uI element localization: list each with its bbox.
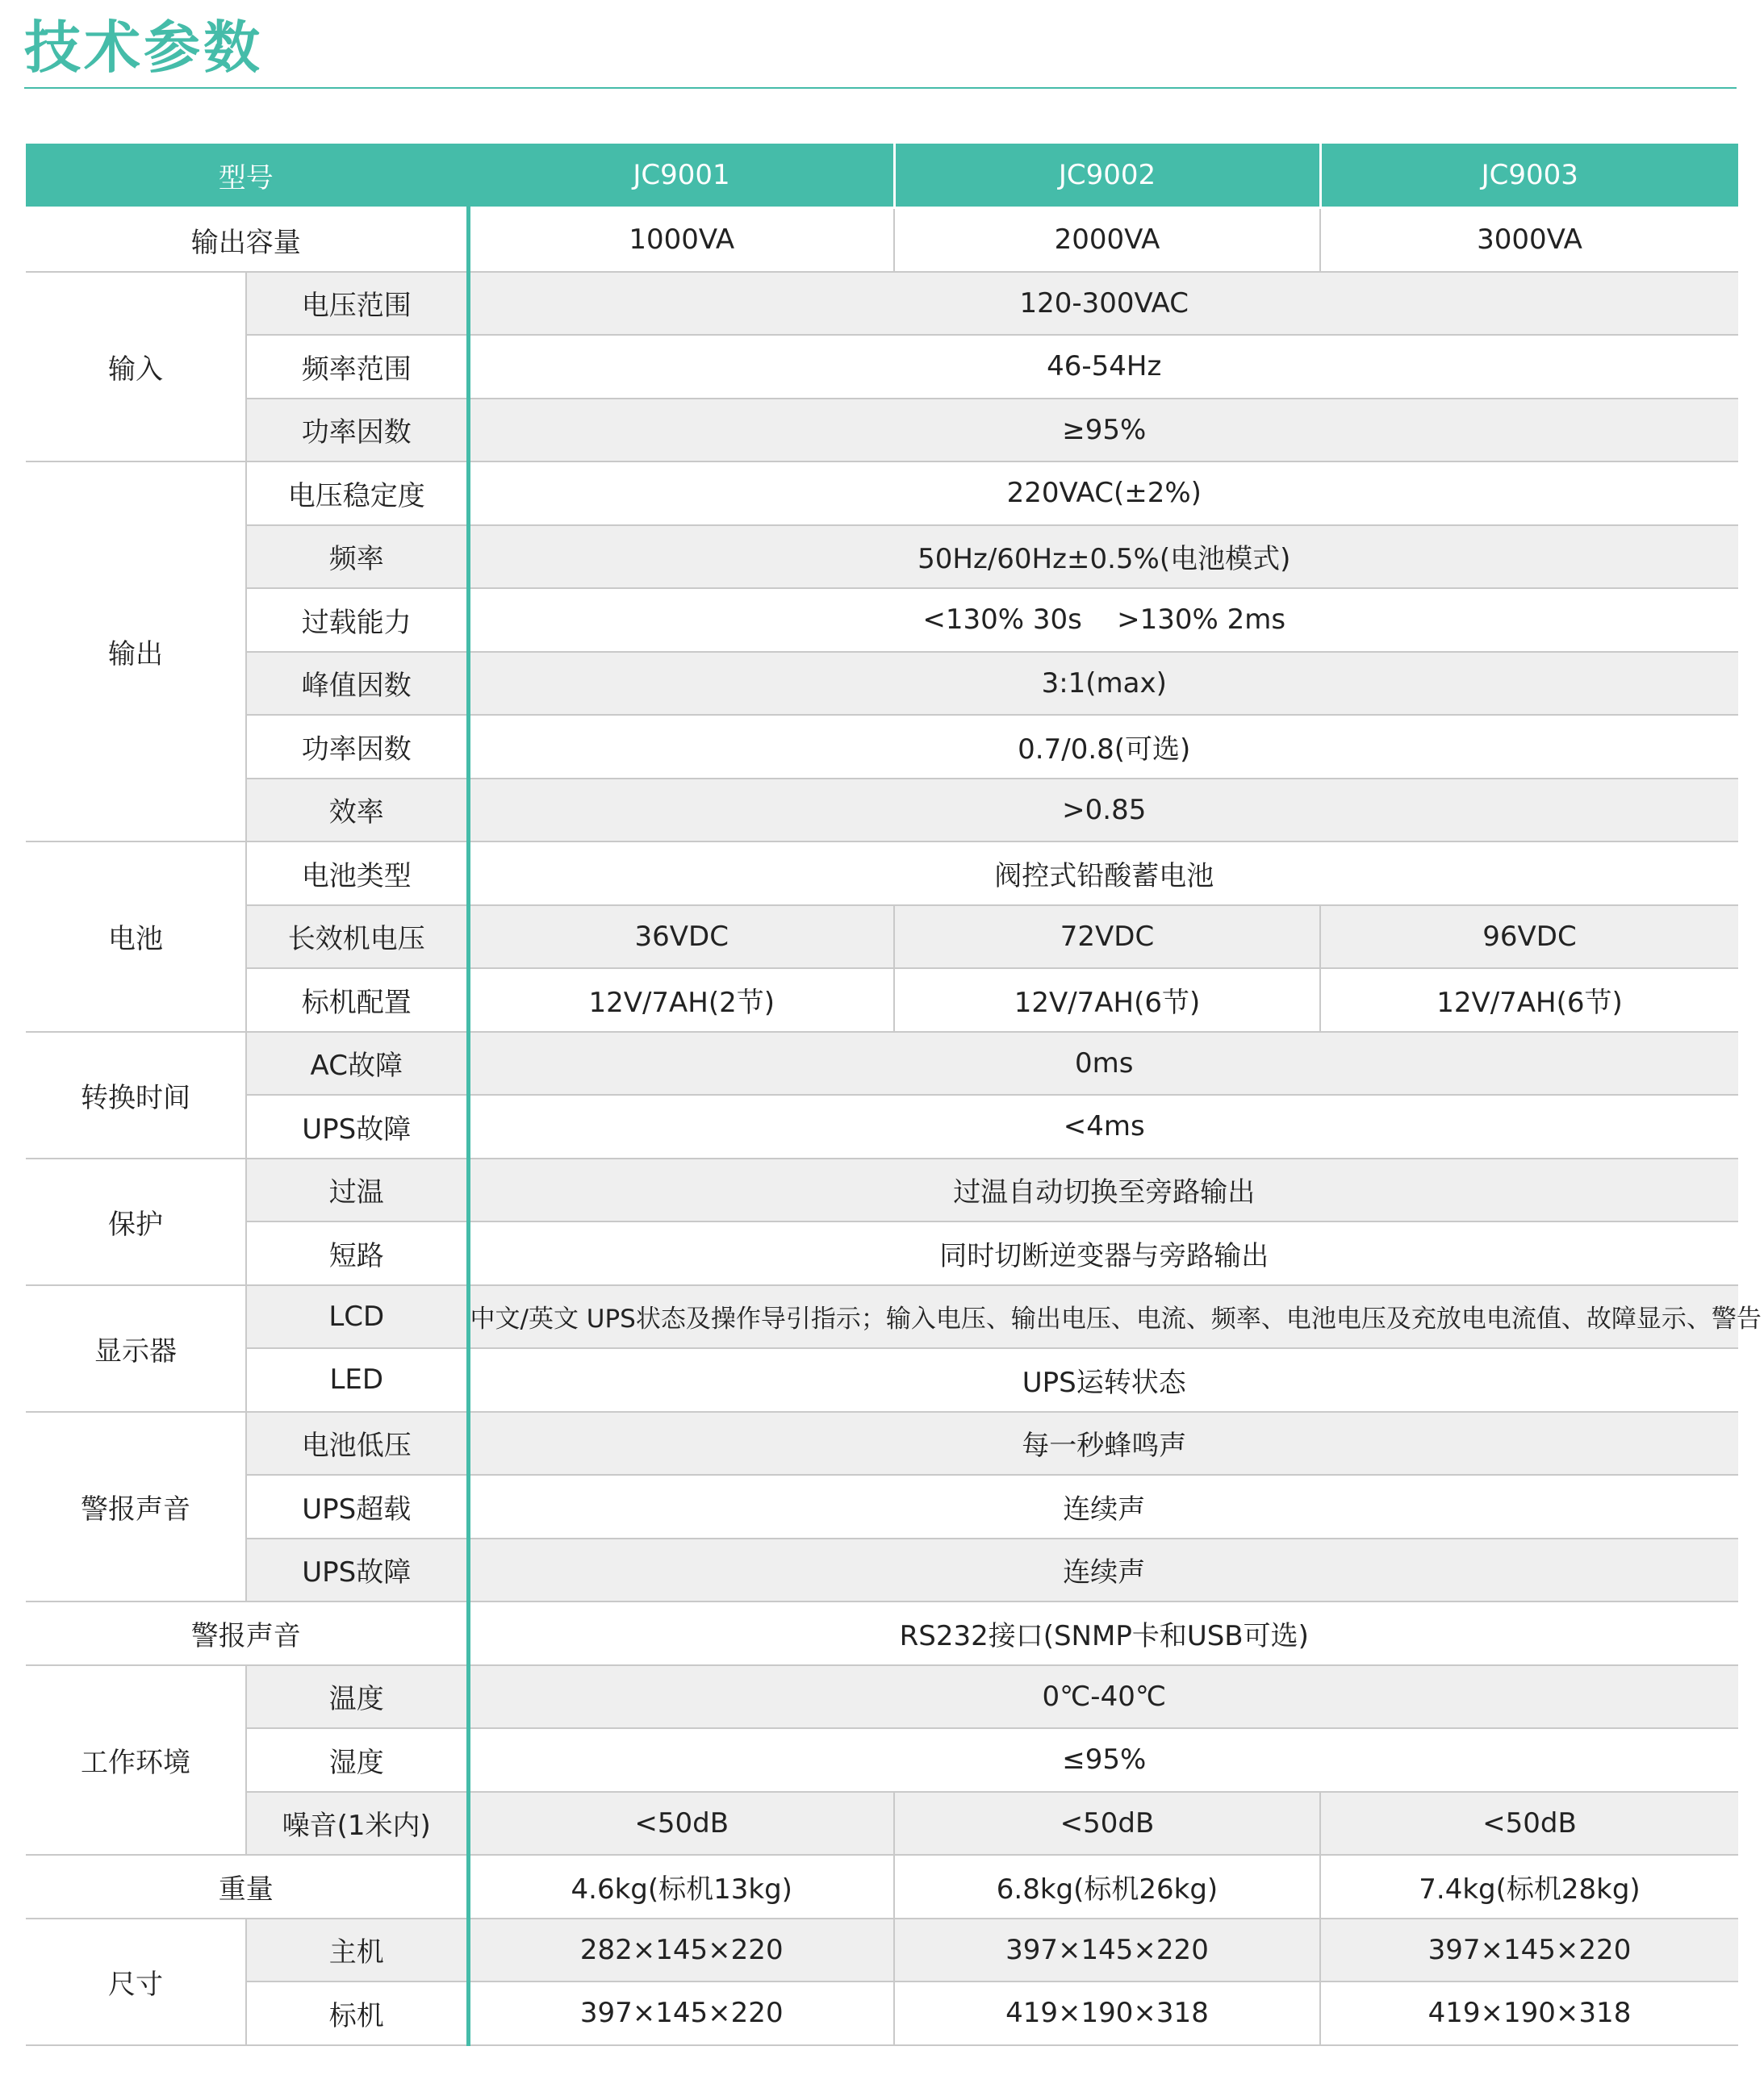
table-row — [26, 905, 1738, 969]
cell-value: 7.4kg(标机28kg) — [1320, 1855, 1738, 1919]
cell-value: 0ms — [468, 1032, 1738, 1096]
group-label: 转换时间 — [26, 1032, 246, 1159]
cell-value: 中文/英文 UPS状态及操作导引指示；输入电压、输出电压、电流、频率、电池电压及充放电电流值、故障显示、警告 — [468, 1285, 1738, 1349]
cell-value: <50dB — [468, 1792, 894, 1856]
header-model-label: 型号 — [26, 144, 468, 208]
table-row — [26, 208, 1738, 272]
table-row — [26, 1982, 1738, 2045]
table-row — [26, 1919, 1738, 1982]
header-model: JC9003 — [1320, 144, 1738, 208]
header-model: JC9001 — [468, 144, 894, 208]
cell-value: >0.85 — [468, 779, 1738, 842]
cell-value: 120-300VAC — [468, 272, 1738, 336]
cell-value: ≥95% — [468, 399, 1738, 462]
group-label: 显示器 — [26, 1285, 246, 1412]
table-row — [26, 1728, 1738, 1792]
table-row — [26, 1601, 1738, 1665]
cell-value: 46-54Hz — [468, 335, 1738, 399]
cell-value: <50dB — [1320, 1792, 1738, 1856]
table-row — [26, 461, 1738, 525]
row-label: 电压范围 — [246, 272, 468, 336]
table-row — [26, 715, 1738, 779]
cell-value: 12V/7AH(2节) — [468, 968, 894, 1032]
row-label: 重量 — [26, 1855, 468, 1919]
cell-value: 3000VA — [1320, 208, 1738, 272]
table-row — [26, 272, 1738, 336]
cell-value: 12V/7AH(6节) — [1320, 968, 1738, 1032]
cell-value: 96VDC — [1320, 905, 1738, 969]
cell-value: <130% 30s >130% 2ms — [468, 588, 1738, 652]
table-row — [26, 399, 1738, 462]
cell-value: 阀控式铅酸蓄电池 — [468, 841, 1738, 905]
page-title: 技术参数 — [24, 15, 263, 81]
table-row — [26, 1475, 1738, 1539]
header-row — [26, 144, 1738, 208]
cell-value: 419×190×318 — [894, 1982, 1320, 2045]
row-label: 频率范围 — [246, 335, 468, 399]
table-row — [26, 1348, 1738, 1412]
row-label: 温度 — [246, 1665, 468, 1729]
cell-value: 282×145×220 — [468, 1919, 894, 1982]
table-row — [26, 588, 1738, 652]
title-divider — [24, 87, 1737, 89]
row-label: UPS超载 — [246, 1475, 468, 1539]
cell-value: 连续声 — [468, 1475, 1738, 1539]
table-row — [26, 1159, 1738, 1222]
group-label: 输出 — [26, 461, 246, 841]
cell-value: UPS运转状态 — [468, 1348, 1738, 1412]
table-row — [26, 1665, 1738, 1729]
row-label: 警报声音 — [26, 1601, 468, 1665]
row-label: 输出容量 — [26, 208, 468, 272]
row-label: 功率因数 — [246, 399, 468, 462]
row-label: 过温 — [246, 1159, 468, 1222]
table-row — [26, 1285, 1738, 1349]
row-label: 短路 — [246, 1221, 468, 1285]
table-row — [26, 1095, 1738, 1159]
table-row — [26, 968, 1738, 1032]
cell-value: 连续声 — [468, 1539, 1738, 1602]
row-label: 过载能力 — [246, 588, 468, 652]
row-label: LCD — [246, 1285, 468, 1349]
table-row — [26, 1855, 1738, 1919]
table-row — [26, 1539, 1738, 1602]
table-row — [26, 1412, 1738, 1476]
cell-value: 每一秒蜂鸣声 — [468, 1412, 1738, 1476]
spec-table — [26, 144, 1762, 2046]
cell-value: 过温自动切换至旁路输出 — [468, 1159, 1738, 1222]
cell-value: 12V/7AH(6节) — [894, 968, 1320, 1032]
cell-value: 同时切断逆变器与旁路输出 — [468, 1221, 1738, 1285]
group-label: 尺寸 — [26, 1919, 246, 2045]
table-row — [26, 1032, 1738, 1096]
row-label: LED — [246, 1348, 468, 1412]
cell-value: 6.8kg(标机26kg) — [894, 1855, 1320, 1919]
table-row — [26, 335, 1738, 399]
cell-value: 220VAC(±2%) — [468, 461, 1738, 525]
cell-value: 50Hz/60Hz±0.5%(电池模式) — [468, 525, 1738, 589]
cell-value: 397×145×220 — [1320, 1919, 1738, 1982]
cell-value: 72VDC — [894, 905, 1320, 969]
row-label: 标机配置 — [246, 968, 468, 1032]
cell-value: 2000VA — [894, 208, 1320, 272]
table-row — [26, 652, 1738, 716]
row-label: UPS故障 — [246, 1539, 468, 1602]
row-label: 噪音(1米内) — [246, 1792, 468, 1856]
group-label: 保护 — [26, 1159, 246, 1285]
row-label: 湿度 — [246, 1728, 468, 1792]
row-label: 频率 — [246, 525, 468, 589]
cell-value: 0℃-40℃ — [468, 1665, 1738, 1729]
row-label: 功率因数 — [246, 715, 468, 779]
row-label: UPS故障 — [246, 1095, 468, 1159]
row-label: 效率 — [246, 779, 468, 842]
group-label: 输入 — [26, 272, 246, 462]
header-model: JC9002 — [894, 144, 1320, 208]
row-label: 标机 — [246, 1982, 468, 2045]
cell-value: <4ms — [468, 1095, 1738, 1159]
group-label: 警报声音 — [26, 1412, 246, 1602]
group-label: 工作环境 — [26, 1665, 246, 1856]
table-row — [26, 1792, 1738, 1856]
cell-value: 4.6kg(标机13kg) — [468, 1855, 894, 1919]
table-row — [26, 1221, 1738, 1285]
row-label: 电池低压 — [246, 1412, 468, 1476]
cell-value: ≤95% — [468, 1728, 1738, 1792]
cell-value: 397×145×220 — [468, 1982, 894, 2045]
cell-value: 397×145×220 — [894, 1919, 1320, 1982]
cell-value: 419×190×318 — [1320, 1982, 1738, 2045]
table-row — [26, 841, 1738, 905]
row-label: 峰值因数 — [246, 652, 468, 716]
row-label: 主机 — [246, 1919, 468, 1982]
row-label: 电池类型 — [246, 841, 468, 905]
cell-value: 36VDC — [468, 905, 894, 969]
cell-value: 1000VA — [468, 208, 894, 272]
table-row — [26, 779, 1738, 842]
cell-value: <50dB — [894, 1792, 1320, 1856]
row-label: 长效机电压 — [246, 905, 468, 969]
table-row — [26, 525, 1738, 589]
row-label: 电压稳定度 — [246, 461, 468, 525]
cell-value: 0.7/0.8(可选) — [468, 715, 1738, 779]
cell-value: RS232接口(SNMP卡和USB可选) — [468, 1601, 1738, 1665]
row-label: AC故障 — [246, 1032, 468, 1096]
group-label: 电池 — [26, 841, 246, 1032]
cell-value: 3:1(max) — [468, 652, 1738, 716]
